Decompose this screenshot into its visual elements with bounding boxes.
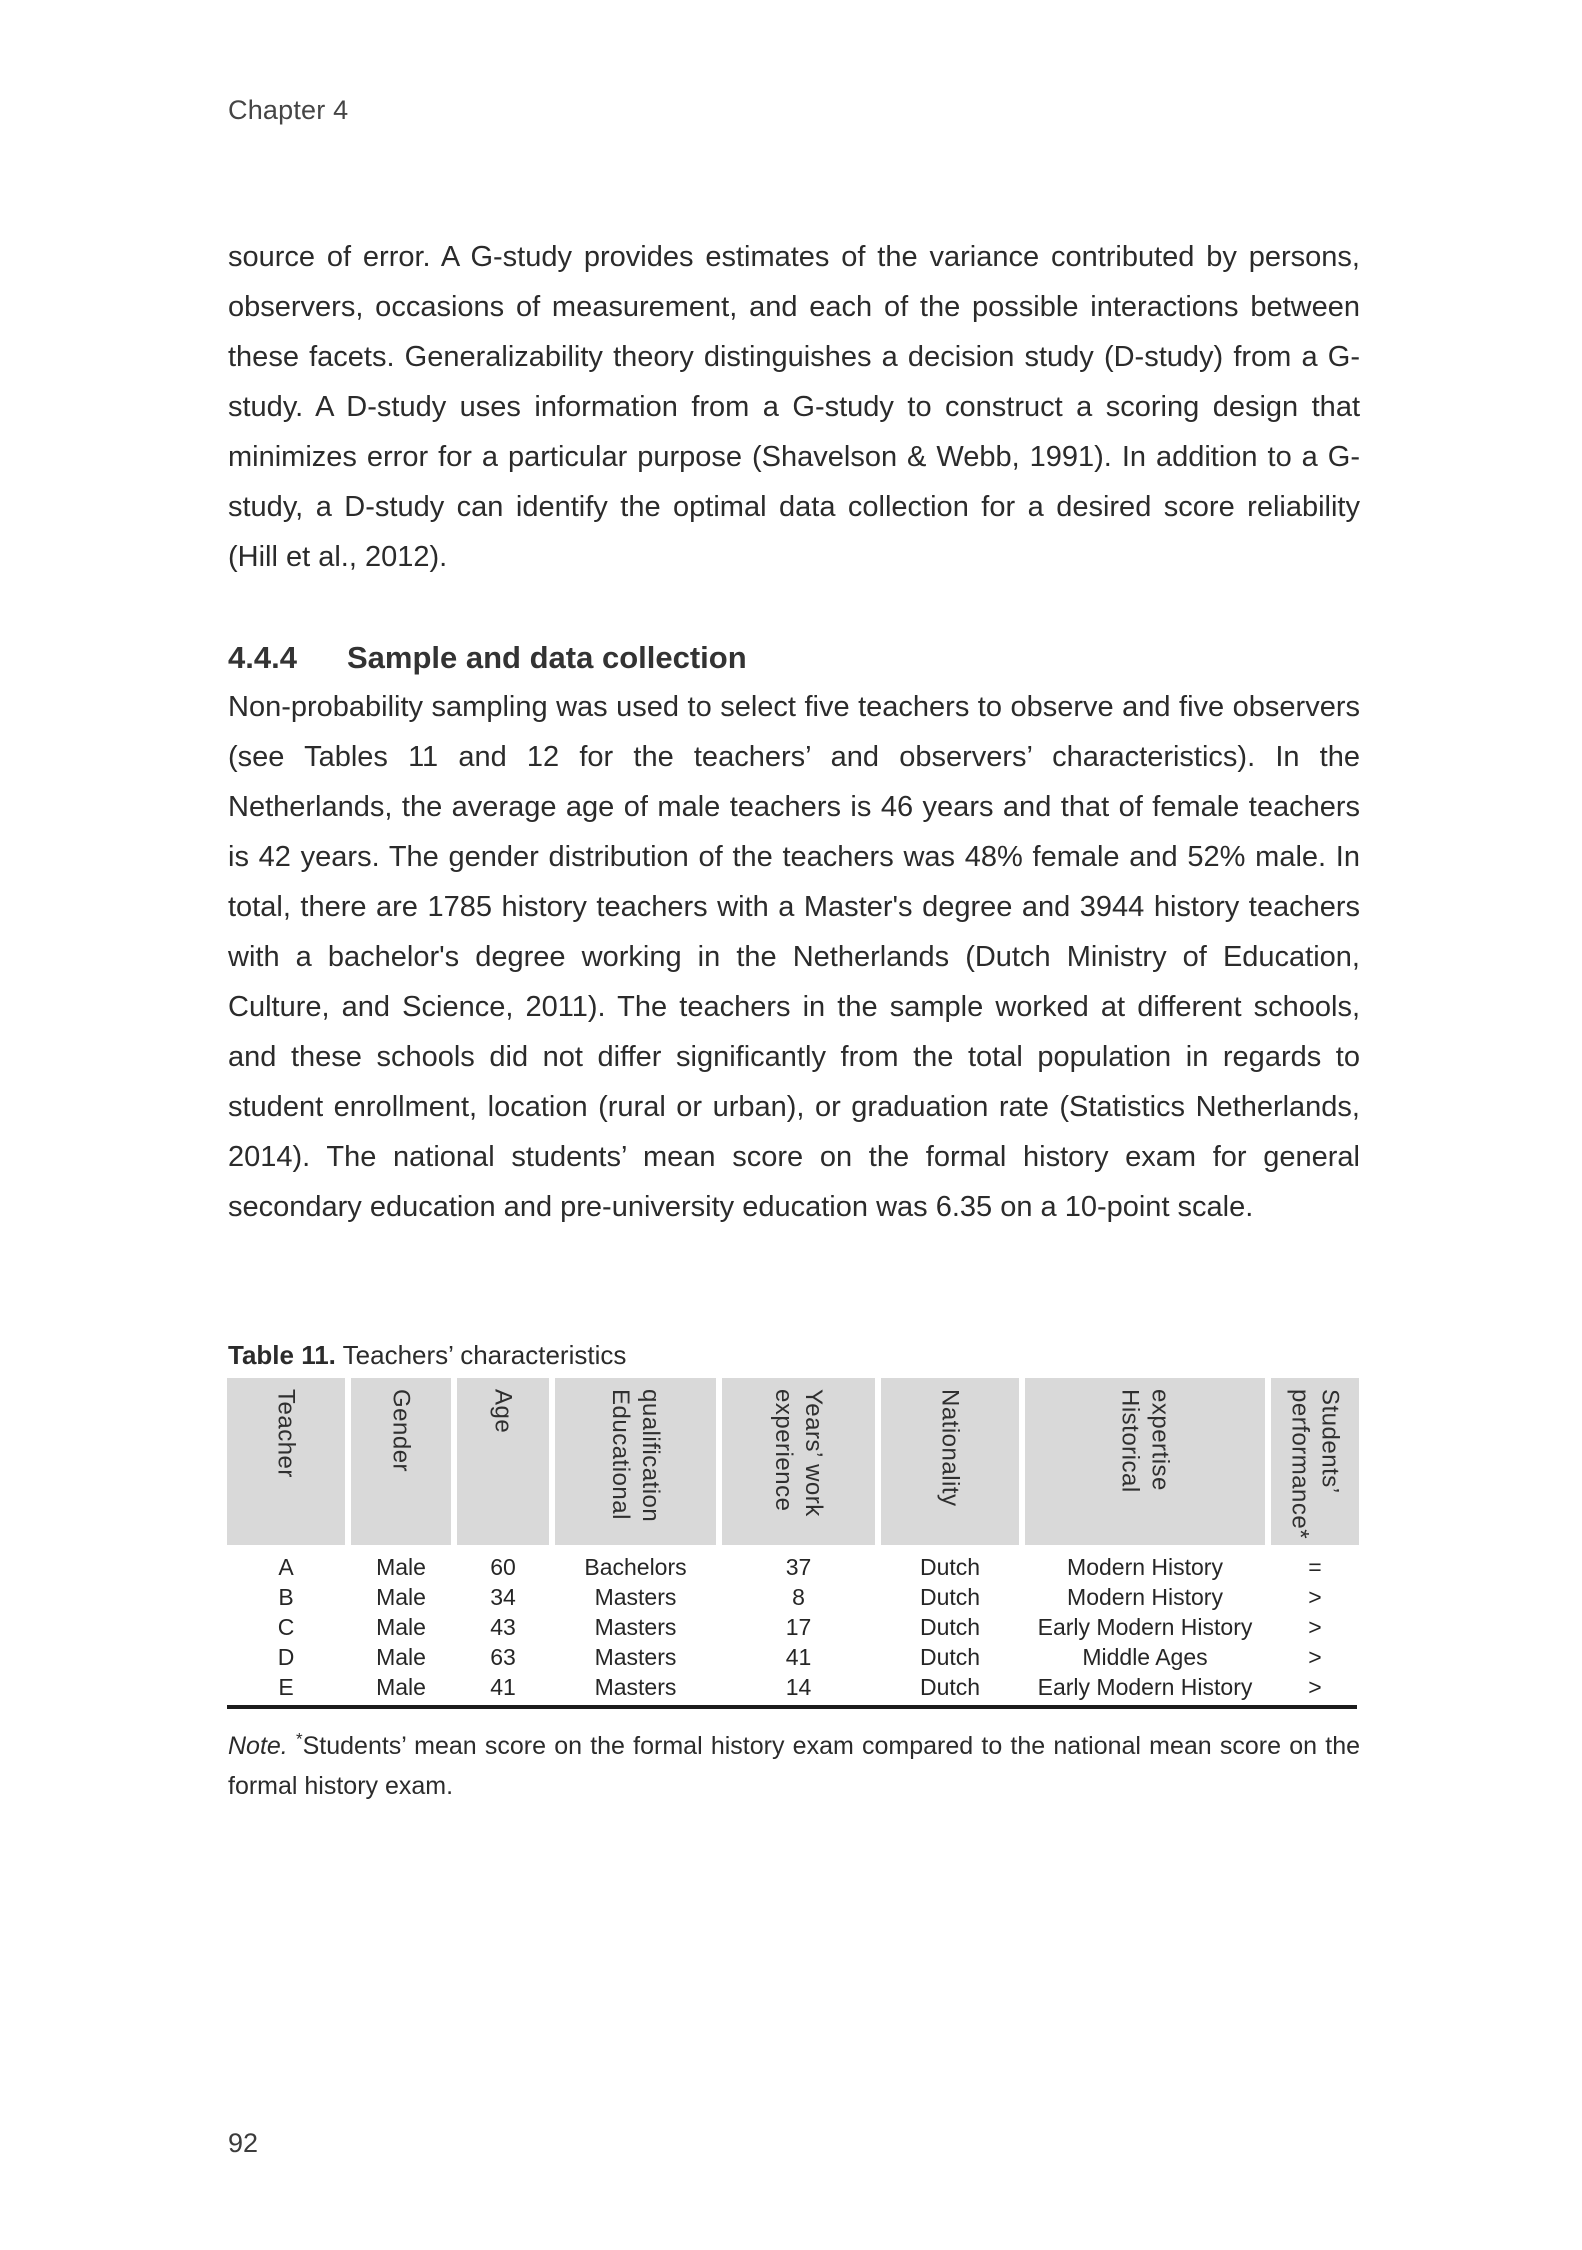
page-number: 92 (228, 2128, 259, 2158)
column-header-educational-qualification: Educational qualification (555, 1378, 716, 1545)
table-row: E (278, 1673, 294, 1700)
section-number: 4.4.4 (228, 640, 297, 675)
column-header-teacher: Teacher (227, 1378, 345, 1545)
table-caption-label: Table 11. (228, 1340, 336, 1370)
note-text: Students’ mean score on the formal history exam compared to the national mean score on the formal history exam. (228, 1732, 1361, 1800)
column-header-historical-expertise: Historical expertise (1025, 1378, 1265, 1545)
table-body: A Male 60 Bachelors 37 Dutch Modern History = B Male 34 Masters 8 Dutch Modern History > C Male 43 Masters 17 Dutch Early Modern History > D Male 63 Masters 41 Dutch Middle Ages > E Male 41 Masters 14 Dutch Early Modern History > (227, 1552, 1359, 1702)
column-header-students-performance: performance* Students’ (1271, 1378, 1359, 1545)
table-note (228, 1726, 1360, 1806)
table-caption (228, 1340, 626, 1371)
table-bottom-rule (227, 1705, 1357, 1709)
table-caption-text: Teachers’ characteristics (335, 1340, 627, 1370)
section-heading (228, 640, 1360, 676)
column-header-nationality: Nationality (881, 1378, 1019, 1545)
note-prefix: Note. (228, 1732, 288, 1760)
table-row: A (278, 1553, 294, 1580)
column-header-gender: Gender (351, 1378, 451, 1545)
column-header-years-work-experience: experience Years’ work (722, 1378, 875, 1545)
running-header: Chapter 4 (228, 95, 349, 125)
paragraph-gstudy: source of error. A G-study provides estimates of the variance contributed by persons, observers, occasions of measurement, and each of the possible interactions between these facets. Generalizability theory distinguishes a decision study (D-study) from a G-study. A D-study uses information from a G-study to construct a scoring design that minimizes error for a particular purpose (Shavelson & Webb, 1991). In addition to a G-study, a D-study can identify the optimal data collection for a desired score reliability (Hill et al., 2012). (228, 241, 1360, 573)
section-title: Sample and data collection (347, 640, 747, 675)
note-asterisk: * (295, 1729, 303, 1749)
paragraph-sample: Non-probability sampling was used to select five teachers to observe and five observers (see Tables 11 and 12 for the teachers’ and observers’ characteristics). In the Netherlands, the average age of male teachers is 46 years and that of female teachers is 42 years. The gender distribution of the teachers was 48% female and 52% male. In total, there are 1785 history teachers with a Master's degree and 3944 history teachers with a bachelor's degree working in the Netherlands (Dutch Ministry of Education, Culture, and Science, 2011). The teachers in the sample worked at different schools, and these schools did not differ significantly from the total population in regards to student enrollment, location (rural or urban), or graduation rate (Statistics Netherlands, 2014). The national students’ mean score on the formal history exam for general secondary education and pre-university education was 6.35 on a 10-point scale. (228, 691, 1360, 1223)
table-row: B (278, 1583, 294, 1610)
table-row: D (277, 1643, 295, 1670)
column-header-age: Age (457, 1378, 549, 1545)
table-header-row (227, 1378, 1359, 1545)
table-row: C (277, 1613, 295, 1640)
